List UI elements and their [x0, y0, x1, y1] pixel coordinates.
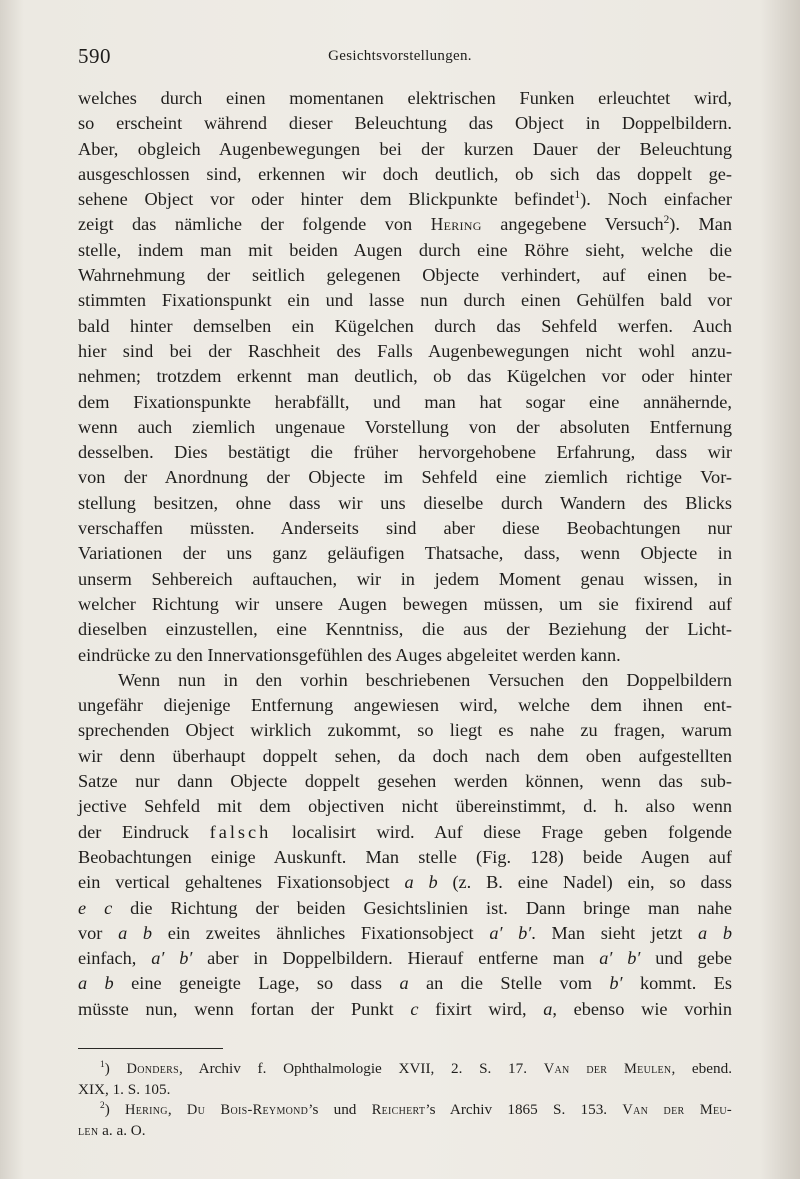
footnote-ref: 1: [574, 189, 581, 202]
footnote-2: $^2$) Hering, Du Bois-Reymond’s und Reichert’s Archiv 1865 S. 153. Van der Meu-: [100, 1100, 733, 1118]
text-line: [78, 896, 732, 921]
math-label: a: [399, 973, 409, 994]
text-line: Satze nur dann Objecte doppelt gesehen werden können, wenn das sub-: [78, 771, 732, 792]
text-line: ausgeschlossen sind, erkennen wir doch deutlich, ob sich das doppelt ge-: [78, 163, 732, 184]
footnote-ref: 2: [663, 214, 670, 227]
text-line: welcher Richtung wir unsere Augen bewegen müssen, um sie fixirend auf: [78, 593, 732, 614]
text-line: Beobachtungen einige Auskunft. Man stelle (Fig. 128) beide Augen auf: [78, 846, 732, 867]
author-name: Van der Meu-: [622, 1102, 733, 1118]
text-line: hier sind bei der Raschheit des Falls Augenbewegungen nicht wohl anzu-: [78, 340, 732, 361]
text-line: [78, 971, 732, 996]
text-line: eindrücke zu den Innervationsgefühlen des Auges abgeleitet werden kann.: [78, 644, 621, 665]
author-name: Donders: [126, 1061, 179, 1077]
math-label: e c: [78, 897, 113, 918]
author-name: Du Bois-Reymond: [186, 1102, 309, 1118]
footnote-divider: [78, 1048, 223, 1049]
text-line: ungefähr diejenige Entfernung angewiesen wird, welche dem ihnen ent-: [78, 695, 732, 716]
text-segment: der Eindruck: [78, 821, 189, 842]
text-line: [78, 820, 732, 845]
text-line: stellung besitzen, ohne dass wir uns dieselbe durch Wandern des Blicks: [78, 492, 732, 513]
text-line: welches durch einen momentanen elektrischen Funken erleuchtet wird,: [78, 88, 732, 108]
text-segment: und gebe: [640, 948, 732, 969]
text-line: desselben. Dies bestätigt die früher hervorgehobene Erfahrung, dass wir: [78, 442, 732, 463]
text-line: Variationen der uns ganz geläufigen Thatsache, dass, wenn Objecte in: [78, 543, 732, 564]
math-label: b′: [609, 973, 623, 994]
text-line: stelle, indem man mit beiden Augen durch eine Röhre sieht, welche die: [78, 239, 732, 260]
text-segment: , ebenso wie vorhin: [552, 998, 732, 1019]
text-segment: ’s Archiv 1865 S. 153.: [425, 1101, 623, 1118]
footnote-mark: 2: [100, 1100, 105, 1111]
math-label: a′ b′: [489, 922, 532, 943]
text-segment: ein zweites ähnliches Fixationsobject: [152, 922, 490, 943]
text-line: [78, 921, 732, 946]
text-segment: , ebend.: [671, 1060, 732, 1077]
text-line: [78, 212, 732, 237]
text-segment: eine geneigte Lage, so dass: [131, 973, 383, 994]
text-line: [78, 870, 732, 895]
text-line: nehmen; trotzdem erkennt man deutlich, ob das Kügelchen vor oder hinter: [78, 366, 732, 387]
math-label: c: [410, 998, 419, 1019]
author-name: len: [78, 1122, 99, 1139]
text-segment: (z. B. eine Nadel) ein, so dass: [437, 872, 732, 893]
text-line: [78, 997, 732, 1022]
text-line: [78, 187, 732, 212]
text-segment: kommt. Es: [622, 973, 733, 994]
text-segment: localisirt wird. Auf diese Frage geben folgende: [271, 821, 732, 842]
math-label: a′ b′: [599, 948, 641, 969]
text-line: bald hinter demselben ein Kügelchen durch das Sehfeld werfen. Auch: [78, 315, 732, 336]
text-segment: , Archiv f. Ophthalmologie XVII, 2. S. 17.: [179, 1060, 544, 1077]
author-name: Hering: [125, 1102, 168, 1118]
text-segment: ). Man: [669, 214, 732, 235]
text-line: so erscheint während dieser Beleuchtung das Object in Doppelbildern.: [78, 113, 732, 134]
text-line: wir denn überhaupt doppelt sehen, da doch nach dem oben aufgestellten: [78, 745, 732, 766]
author-name: Reichert: [371, 1102, 426, 1118]
text-line: Aber, obgleich Augenbewegungen bei der kurzen Dauer der Beleuchtung: [78, 138, 732, 159]
author-name: Van der Meulen: [543, 1061, 672, 1077]
text-segment: . Man sieht jetzt: [531, 922, 699, 943]
text-line: unserm Sehbereich auftauchen, wir in jedem Moment genau wissen, in: [78, 568, 732, 589]
math-label: a: [543, 998, 553, 1019]
text-segment: an die Stelle vom: [408, 973, 610, 994]
text-line: stimmten Fixationspunkt ein und lasse nun durch einen Gehülfen bald vor: [78, 290, 732, 311]
text-line: verschaffen müssten. Anderseits sind aber diese Beobachtungen nur: [78, 518, 732, 539]
math-label: a b: [118, 922, 153, 943]
text-line: wenn auch ziemlich ungenaue Vorstellung von der absoluten Entfernung: [78, 416, 732, 437]
page-number: 590: [78, 44, 111, 68]
text-line: dem Fixationspunkte herabfällt, und man hat sogar eine annähernde,: [78, 391, 732, 412]
author-name: Hering: [430, 215, 482, 235]
text-line: Wenn nun in den vorhin beschriebenen Versuchen den Doppelbildern: [118, 669, 732, 690]
text-line: sprechenden Object wirklich zukommt, so liegt es nahe zu fragen, warum: [78, 720, 732, 741]
running-head: Gesichtsvorstellungen.: [328, 48, 472, 64]
footnote-2-cont: [78, 1121, 732, 1142]
text-segment: sehene Object vor oder hinter dem Blickpunkte befindet: [78, 189, 575, 210]
math-label: a b: [404, 872, 438, 893]
text-segment: fixirt wird,: [418, 998, 544, 1019]
footnote-1: $^1$) Donders, Archiv f. Ophthalmologie XVII, 2. S. 17. Van der Meulen, ebend.: [100, 1059, 732, 1077]
text-segment: ’s und: [308, 1101, 372, 1118]
text-segment: ein vertical gehaltenes Fixationsobject: [78, 872, 390, 893]
text-line: [78, 946, 732, 971]
text-line: jective Sehfeld mit dem objectiven nicht übereinstimmt, d. h. also wenn: [78, 796, 732, 817]
footnote-mark: 1: [100, 1059, 105, 1070]
text-segment: vor: [78, 922, 103, 943]
text-line: Wahrnehmung der seitlich gelegenen Objecte verhindert, auf einen be-: [78, 265, 732, 286]
footnotes: [78, 1059, 732, 1141]
text-segment: ,: [167, 1101, 187, 1118]
text-segment: einfach,: [78, 948, 137, 969]
footnote-1-cont: XIX, 1. S. 105.: [78, 1080, 171, 1098]
math-label: a b: [698, 922, 733, 943]
text-segment: ). Noch einfacher: [580, 189, 732, 210]
math-label: a′ b′: [151, 948, 193, 969]
text-segment: müsste nun, wenn fortan der Punkt: [78, 998, 394, 1019]
text-segment: zeigt das nämliche der folgende von: [78, 214, 413, 235]
text-segment: aber in Doppelbildern. Hierauf entferne man: [192, 948, 600, 969]
emphasis: falsch: [209, 821, 272, 842]
math-label: a b: [78, 973, 114, 994]
text-segment: a. a. O.: [98, 1121, 146, 1139]
text-segment: angegebene Versuch: [481, 214, 664, 235]
body-text: [78, 86, 732, 1022]
text-line: von der Anordnung der Objecte im Sehfeld eine ziemlich richtige Vor-: [78, 467, 732, 488]
text-segment: die Richtung der beiden Gesichtslinien ist. Dann bringe man nahe: [130, 897, 732, 918]
text-line: dieselben einzustellen, eine Kenntniss, die aus der Beziehung der Licht-: [78, 619, 732, 640]
